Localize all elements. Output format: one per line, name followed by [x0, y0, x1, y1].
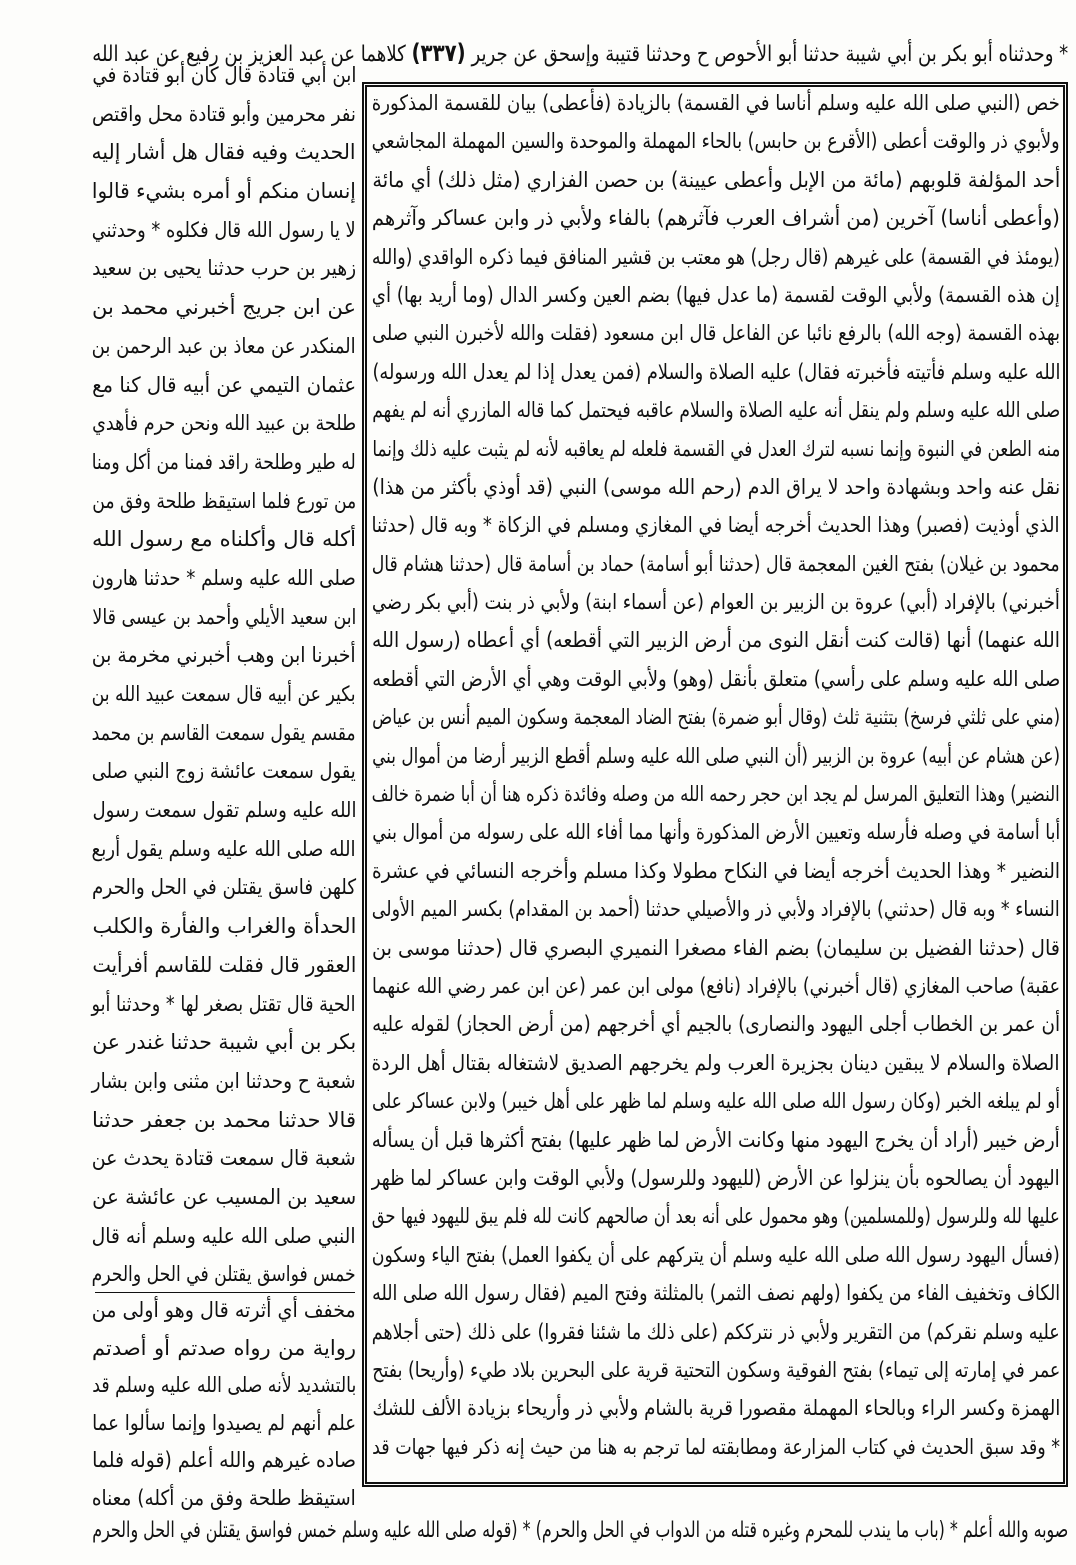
commentary-line-text: أحد المؤلفة قلوبهم (مائة من الإبل وأعطى عيينة) بن حصن الفزاري (مثل ذلك) أي مائة — [372, 167, 1060, 192]
commentary-line — [372, 391, 1060, 429]
matn-line-text: الحديث وفيه فقال هل أشار إليه — [92, 140, 356, 165]
page-number: (٣٣٧) — [411, 39, 466, 67]
header-text-left: كلاهما عن عبد العزيز بن رفيع عن عبد الله — [92, 42, 406, 67]
matn-line — [92, 1217, 356, 1256]
matn-line-text: سعيد بن المسيب عن عائشة عن — [92, 1184, 356, 1209]
matn-line — [92, 985, 356, 1024]
matn-line-text: يقول سمعت عائشة زوج النبي صلى — [92, 759, 356, 784]
matn-line — [92, 327, 356, 366]
commentary-line — [372, 1005, 1060, 1043]
commentary-line-text: محمود بن غيلان) بفتح الغين المعجمة قال (حدثنا أبو أسامة) حماد بن أسامة قال (حدثنا هشام قال — [372, 551, 1060, 576]
header-text-right: * وحدثناه أبو بكر بن أبي شيبة حدثنا أبو الأحوص ح وحدثنا قتيبة وإسحق عن جرير — [471, 42, 1068, 67]
matn-line-text: مقسم يقول سمعت القاسم بن محمد — [92, 720, 356, 745]
commentary-line — [372, 1082, 1060, 1120]
matn-line-text: الحية قال تقتل بصغر لها * وحدثنا أبو — [92, 991, 356, 1016]
nawawi-line — [92, 1292, 356, 1330]
matn-line — [92, 249, 356, 288]
nawawi-line-text: علم أنهم لم يصيدوا وإنما سألوا عما — [92, 1410, 356, 1435]
nawawi-column — [92, 1292, 356, 1517]
matn-line — [92, 133, 356, 172]
commentary-line-text: خص (النبي صلى الله عليه وسلم أناسا في القسمة) بالزيادة (فأعطى) بيان للقسمة المذكورة — [372, 91, 1060, 115]
commentary-line — [372, 660, 1060, 698]
matn-line-text: نفر محرمين وأبو قتادة محل واقتص — [92, 101, 356, 126]
matn-line-text: له طير وطلحة راقد فمنا من أكل ومنا — [92, 449, 356, 474]
commentary-line-text: الكاف وتخفيف الفاء من يكفوا (ولهم نصف الثمر) بالمثلثة وفتح الميم (فقال رسول الله صلى الله — [372, 1281, 1060, 1306]
matn-line — [92, 675, 356, 714]
matn-line-text: بكر بن أبي شيبة حدثنا غندر عن — [92, 1030, 356, 1055]
commentary-line-text: الهمزة وكسر الراء وبالحاء المهملة مقصورا قرية بالشام ولأبي ذر وأريحاء بزيادة الألف للشك — [372, 1396, 1060, 1421]
commentary-line-text: أخبرني) بالإفراد (أبي) عروة بن الزبير بن العوام (عن أسماء ابنة) ولأبي ذر بنت (أبي بكر رضي — [372, 590, 1060, 615]
matn-line-text: النبي صلى الله عليه وسلم أنه قال — [92, 1223, 356, 1248]
nawawi-line — [92, 1405, 356, 1443]
matn-line — [92, 482, 356, 521]
matn-line — [92, 404, 356, 443]
matn-line-text: شعبة قال سمعت قتادة يحدث عن — [92, 1146, 356, 1171]
matn-line-text: أخبرنا ابن وهب أخبرني مخرمة بن — [92, 643, 356, 668]
matn-line — [92, 791, 356, 830]
commentary-line-text: (يومئذ في القسمة) على غيرهم (قال رجل) هو معتب بن قشير المنافق فيما ذكره الواقدي (والله — [372, 244, 1060, 269]
commentary-line — [372, 276, 1060, 314]
matn-line-text: كلهن فاسق يقتلن في الحل والحرم — [92, 875, 356, 900]
nawawi-line — [92, 1480, 356, 1518]
nawawi-line — [92, 1367, 356, 1405]
commentary-line-text: (مني على ثلثي فرسخ) بتثنية ثلث (وقال أبو ضمرة) بفتح الضاد المعجمة وسكون الميم أنس بن عياض — [372, 705, 1060, 730]
matn-line-text: ابن سعيد الأيلي وأحمد بن عيسى قالا — [92, 604, 356, 629]
commentary-line — [372, 314, 1060, 352]
matn-line-text: الله عليه وسلم تقول سمعت رسول — [92, 798, 356, 823]
nawawi-line-text: صاده غيرهم والله أعلم (قوله فلما — [92, 1448, 356, 1472]
commentary-line — [372, 1274, 1060, 1312]
commentary-line-text: أو لم يبلغه الخبر (وكان رسول الله صلى الله عليه وسلم لما ظهر على أهل خيبر) ولابن عساكر على — [372, 1089, 1060, 1114]
commentary-line — [372, 1389, 1060, 1427]
matn-line-text: خمس فواسق يقتلن في الحل والحرم — [92, 1262, 356, 1287]
commentary-line-text: عليه وسلم نقركم) من التقرير ولأبي ذر نترككم (على ذلك ما شئنا فقروا) على ذلك (حتى أجلاهم — [372, 1319, 1060, 1344]
matn-line — [92, 1139, 356, 1178]
commentary-line — [372, 1313, 1060, 1351]
commentary-line-text: النساء * وبه قال (حدثني) بالإفراد ولأبي ذر والأصيلي حدثنا (أحمد بن المقدام) بكسر الميم الأولى — [372, 897, 1060, 922]
commentary-line — [372, 698, 1060, 736]
page-footer — [92, 1516, 1068, 1546]
matn-line — [92, 288, 356, 327]
commentary-line-text: النضير * وهذا الحديث أخرجه أيضا في النكاح مطولا وكذا مسلم وأخرجه النسائي في عشرة — [372, 858, 1060, 883]
commentary-line — [372, 1236, 1060, 1274]
commentary-line-text: منه الطعن في النبوة وإنما نسبه لترك العدل في القسمة فلعله لم يعاقبه لأنه لم يثبت عليه ذلك وإنما — [372, 436, 1060, 461]
matn-line — [92, 1178, 356, 1217]
commentary-line — [372, 852, 1060, 890]
commentary-line — [372, 1044, 1060, 1082]
commentary-line-text: ولأبوي ذر والوقت أعطى (الأقرع بن حابس) بالحاء المهملة والموحدة والسين المهملة المجاشعي — [372, 129, 1060, 154]
matn-line — [92, 520, 356, 559]
matn-line — [92, 95, 356, 134]
matn-line — [92, 1101, 356, 1140]
nawawi-line-text: رواية من رواه صدتم أو أصدتم — [92, 1335, 356, 1360]
commentary-line — [372, 929, 1060, 967]
commentary-line — [372, 1351, 1060, 1389]
matn-line — [92, 172, 356, 211]
matn-line-text: بكير عن أبيه قال سمعت عبيد الله بن — [92, 682, 356, 706]
commentary-line-text: الله عليه وسلم فأتيته فأخبرته فقال) عليه الصلاة والسلام (فمن يعدل إذا لم يعدل الله ورسوله) — [372, 359, 1060, 384]
matn-line — [92, 946, 356, 985]
matn-line-text: زهير بن حرب حدثنا يحيى بن سعيد — [92, 256, 356, 281]
commentary-line-text: أن عمر بن الخطاب أجلى اليهود والنصارى) بالجيم أي أخرجهم (من أرض الحجاز) لقوله عليه — [372, 1012, 1060, 1037]
matn-line-text: عثمان التيمي عن أبيه قال كنا مع — [92, 372, 356, 397]
matn-line-text: إنسان منكم أو أمره بشيء قالوا — [92, 179, 356, 204]
commentary-line-text: عقبة) صاحب المغازي (قال أخبرني) بالإفراد (نافع) مولى ابن عمر (عن ابن عمر رضي الله عنهما — [372, 973, 1060, 998]
commentary-line — [372, 506, 1060, 544]
matn-line-text: الله صلى الله عليه وسلم يقول أربع — [92, 836, 356, 861]
matn-line-text: صلى الله عليه وسلم * حدثنا هارون — [92, 565, 356, 590]
footer-text: صوبه والله أعلم * (باب ما يندب للمحرم وغيره قتله من الدواب في الحل والحرم) * (قوله صلى الله عليه وسلم خمس فواسق يقتلن في الحل والحرم — [92, 1518, 1068, 1543]
commentary-line-text: الذي أوذيت (فصبر) وهذا الحديث أخرجه أيضا في المغازي ومسلم في الزكاة * وبه قال (حدثنا — [372, 513, 1060, 538]
matn-line-text: أكله قال وأكلناه مع رسول الله — [92, 527, 356, 552]
commentary-line-text: أرض خيبر (أراد أن يخرج اليهود منها وكانت الأرض لما ظهر عليها) بفتح أكثرها قبل أن يسأله — [372, 1127, 1060, 1152]
matn-line-text: شعبة ح وحدثنا ابن مثنى وابن بشار — [92, 1068, 356, 1093]
nawawi-line — [92, 1442, 356, 1480]
commentary-line-text: (وأعطى أناسا) آخرين (من أشراف العرب فآثرهم) بالفاء ولأبي ذر وابن عساكر وآثرهم — [372, 206, 1060, 231]
matn-line-text: الحدأة والغراب والفأرة والكلب — [92, 914, 356, 939]
commentary-line-text: اليهود أن يصالحوه بأن ينزلوا عن الأرض (لليهود وللرسول) ولأبي الوقت وابن عساكر لما ظهر — [372, 1165, 1060, 1190]
matn-line-text: من تورع فلما استيقظ طلحة وفق من — [92, 488, 356, 513]
commentary-line-text: قال (حدثنا الفضيل بن سليمان) بضم الفاء مصغرا النميري البصري قال (حدثنا موسى بن — [372, 935, 1060, 960]
commentary-line-text: (فسأل اليهود رسول الله صلى الله عليه وسلم أن يتركهم على أن يكفوا العمل) بفتح الياء وسكون — [372, 1242, 1060, 1267]
commentary-line — [372, 122, 1060, 160]
commentary-line-text: نقل عنه واحد وبشهادة واحد لا يراق الدم (رحم الله موسى) النبي (قد أوذي بأكثر من هذا) — [372, 474, 1060, 499]
matn-line — [92, 907, 356, 946]
matn-line-text: لا يا رسول الله قال فكلوه * وحدثني — [92, 217, 356, 242]
matn-line-text: قالا حدثنا محمد بن جعفر حدثنا — [92, 1107, 356, 1132]
commentary-line-text: أبا أسامة في وصله فأرسله وتعيين الأرض المذكورة وأنها مما أفاء الله على رسوله من أموال بني — [372, 820, 1060, 845]
matn-line — [92, 598, 356, 637]
matn-line-text: عن ابن جريج أخبرني محمد بن — [92, 295, 356, 320]
nawawi-line-text: بالتشديد لأنه صلى الله عليه وسلم قد — [92, 1373, 356, 1397]
commentary-line — [372, 238, 1060, 276]
matn-line — [92, 56, 356, 95]
commentary-line — [372, 775, 1060, 813]
matn-line-text: طلحة بن عبيد الله ونحن حرم فأهدي — [92, 411, 356, 436]
commentary-line — [372, 813, 1060, 851]
matn-line — [92, 443, 356, 482]
matn-line-text: العقور قال فقلت للقاسم أفرأيت — [92, 952, 356, 977]
nawawi-line-text: استيقظ طلحة وفق من أكله) معناه — [92, 1485, 356, 1510]
commentary-line — [372, 1121, 1060, 1159]
commentary-line — [372, 1197, 1060, 1235]
commentary-line — [372, 353, 1060, 391]
commentary-line — [372, 737, 1060, 775]
matn-line — [92, 366, 356, 405]
commentary-line-text: عمر في إمارته إلى تيماء) بفتح الفوقية وسكون التحتية قرية على البحرين بلاد طيء (وأريحا) بفتح — [372, 1357, 1060, 1382]
matn-line — [92, 559, 356, 598]
matn-line — [92, 830, 356, 869]
commentary-line — [372, 967, 1060, 1005]
commentary-line — [372, 583, 1060, 621]
commentary-line-text: * وقد سبق الحديث في كتاب المزارعة ومطابقته لما ترجم به هنا من حيث إنه ذكر فيها جهات قد — [372, 1434, 1060, 1459]
commentary-line — [372, 430, 1060, 468]
commentary-line — [372, 161, 1060, 199]
commentary-line-text: إن هذه القسمة) ولأبي الوقت لقسمة (ما عدل فيها) بضم العين وكسر الدال (وما أريد بها) أي — [372, 282, 1060, 307]
matn-line — [92, 714, 356, 753]
commentary-line-text: الله عنهما) أنها (قالت كنت أنقل النوى من أرض الزبير التي أقطعه) أي أعطاه (رسول الله — [372, 628, 1060, 653]
commentary-line-text: النضير) وهذا التعليق المرسل لم يجد ابن حجر رحمه الله من وصله وفائدة ذكره هنا أن أبا ضمرة خالف — [372, 782, 1060, 807]
matn-line — [92, 868, 356, 907]
matn-line — [92, 752, 356, 791]
matn-column — [92, 56, 356, 1294]
commentary-line — [372, 1159, 1060, 1197]
commentary-line-text: بهذه القسمة (وجه الله) بالرفع نائبا عن الفاعل قال ابن مسعود (فقلت والله لأخبرن النبي صلى — [372, 321, 1060, 346]
matn-line — [92, 211, 356, 250]
commentary-line — [372, 890, 1060, 928]
commentary-line-text: الصلاة والسلام لا يبقين دينان بجزيرة العرب ولم يخرجهم الصديق لاشتغاله بقتال أهل الردة — [372, 1050, 1060, 1075]
commentary-text — [372, 84, 1060, 1466]
matn-line — [92, 1023, 356, 1062]
commentary-line-text: عليها لله وللرسول (وللمسلمين) وهو محمول على أنه بعد أن صالحهم كانت لله فلم يبق لليهود فيها حق — [372, 1204, 1060, 1229]
matn-line — [92, 636, 356, 675]
commentary-line — [372, 84, 1060, 122]
matn-line — [92, 1062, 356, 1101]
nawawi-line-text: مخفف أي أثرته قال وهو أولى من — [92, 1298, 356, 1322]
commentary-line — [372, 199, 1060, 237]
matn-line-text: المنكدر عن معاذ بن عبد الرحمن بن — [92, 333, 356, 358]
commentary-line-text: صلى الله عليه وسلم ولم ينقل أنه عليه الصلاة والسلام عاقبه فيحتمل كما قاله المازري أنه لم يفهم — [372, 398, 1060, 423]
commentary-line-text: صلى الله عليه وسلم على رأسي) متعلق بأنقل (وهو) ولأبي الوقت وهي أي الأرض التي أقطعه — [372, 666, 1060, 691]
commentary-line — [372, 545, 1060, 583]
matn-line-text: ابن أبي قتادة قال كان أبو قتادة في — [92, 63, 356, 87]
matn-line — [92, 1255, 356, 1294]
commentary-line — [372, 468, 1060, 506]
commentary-line — [372, 621, 1060, 659]
nawawi-line — [92, 1330, 356, 1368]
commentary-line-text: (عن هشام عن أبيه) عروة بن الزبير (أن النبي صلى الله عليه وسلم أقطع الزبير أرضا من أموال بني — [372, 743, 1060, 768]
commentary-line — [372, 1428, 1060, 1466]
